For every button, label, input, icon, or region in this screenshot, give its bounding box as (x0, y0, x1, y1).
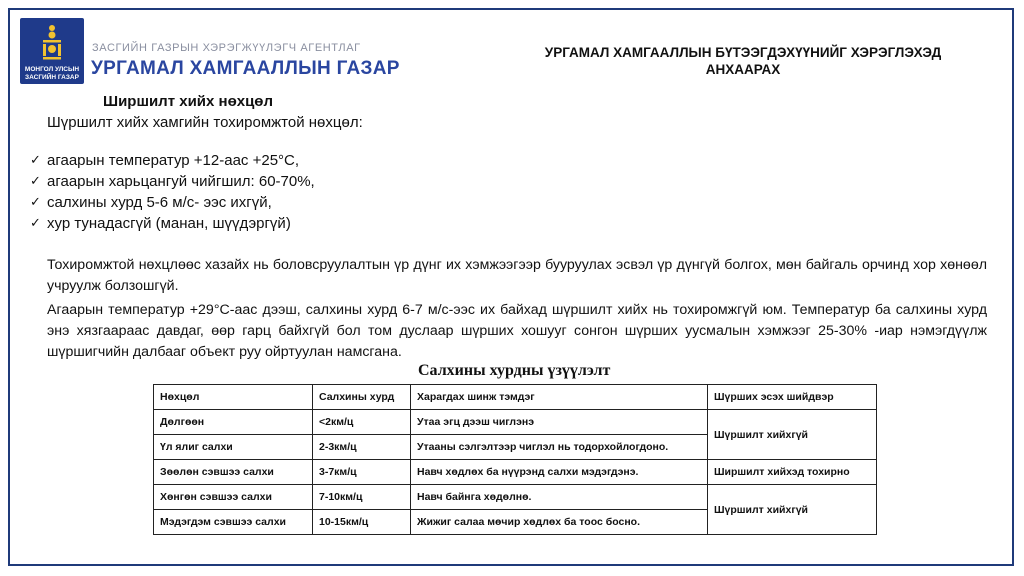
table-header-row (154, 385, 877, 410)
condition-text: агаарын температур +12-аас +25°С, (47, 152, 300, 169)
condition-text: агаарын харьцангуй чийгшил: 60-70%, (47, 173, 315, 190)
header-cell-condition: Нөхцөл (154, 385, 313, 410)
header-cell-wind-speed: Салхины хурд (313, 385, 411, 410)
list-item (30, 150, 315, 171)
header-cell-decision: Шүрших эсэх шийдвэр (708, 385, 877, 410)
list-item (30, 192, 315, 213)
wind-speed-table (153, 384, 877, 535)
checkmark-icon: ✓ (30, 216, 41, 231)
table-row (154, 410, 877, 435)
cell-decision: Ширшилт хийхэд тохирно (708, 460, 877, 485)
cell-condition: Мэдэгдэм сэвшээ салхи (154, 510, 313, 535)
cell-decision: Шүршилт хийхгүй (708, 410, 877, 460)
conditions-list (30, 150, 315, 234)
government-logo (20, 18, 84, 84)
page-title-line-1: УРГАМАЛ ХАМГААЛЛЫН БҮТЭЭГДЭХҮҮНИЙГ ХЭРЭГЛЭХЭД (544, 45, 942, 60)
cell-wind-speed: 2-3км/ц (313, 435, 411, 460)
cell-signs: Навч байнга хөдөлнө. (411, 485, 708, 510)
checkmark-icon: ✓ (30, 174, 41, 189)
cell-signs: Утаа эгц дээш чиглэнэ (411, 410, 708, 435)
table-title: Салхины хурдны үзүүлэлт (418, 362, 611, 379)
paragraph: Тохиромжтой нөхцлөөс хазайх нь боловсруулалтын үр дүнг их хэмжээгээр бууруулах эсвэл үр дүнгүй болгох, мөн байгаль орчинд хор хөнөөл учруулж болзошгүй. (47, 257, 987, 294)
table-row (154, 460, 877, 485)
cell-wind-speed: 7-10км/ц (313, 485, 411, 510)
cell-wind-speed: 3-7км/ц (313, 460, 411, 485)
page-title (488, 44, 998, 78)
condition-text: салхины хурд 5-6 м/с- ээс ихгүй, (47, 194, 272, 211)
agency-name: УРГАМАЛ ХАМГААЛЛЫН ГАЗАР (91, 58, 400, 79)
table-row (154, 485, 877, 510)
cell-signs: Навч хөдлөх ба нүүрэнд салхи мэдэгдэнэ. (411, 460, 708, 485)
cell-wind-speed: 10-15км/ц (313, 510, 411, 535)
cell-wind-speed: <2км/ц (313, 410, 411, 435)
logo-caption-1: МОНГОЛ УЛСЫН (24, 66, 80, 73)
list-item (30, 171, 315, 192)
paragraph: Агаарын температур +29°С-аас дээш, салхины хурд 6-7 м/с-ээс их байхад шүршилт хийх нь тохиромжгүй юм. Температур ба салхины хурд энэ хязгаараас давдаг, өөр гарц байхгүй бол том дуслаар шүрших хошууг сонгон шүрших уусмалын хэмжээг 25-30% -иар нэмэгдүүлж шүршигчийн далбааг объект руу ойртуулан намсгана. (47, 302, 987, 360)
cell-condition: Үл ялиг салхи (154, 435, 313, 460)
cell-signs: Утааны сэлгэлтээр чиглэл нь тодорхойлогдоно. (411, 435, 708, 460)
cell-condition: Хөнгөн сэвшээ салхи (154, 485, 313, 510)
intro-text: Шүршилт хийх хамгийн тохиромжтой нөхцөл: (47, 114, 363, 131)
logo-caption-2: ЗАСГИЙН ГАЗАР (25, 74, 79, 81)
page-title-line-2: АНХААРАХ (705, 62, 781, 77)
soyombo-emblem-icon (42, 24, 62, 60)
agency-subtitle: ЗАСГИЙН ГАЗРЫН ХЭРЭГЖҮҮЛЭГЧ АГЕНТЛАГ (92, 42, 361, 54)
list-item (30, 213, 315, 234)
condition-text: хур тунадасгүй (манан, шүүдэргүй) (47, 215, 291, 232)
section-title: Ширшилт хийх нөхцөл (103, 93, 273, 110)
cell-condition: Зөөлөн сэвшээ салхи (154, 460, 313, 485)
cell-condition: Дөлгөөн (154, 410, 313, 435)
body-text (47, 255, 987, 366)
checkmark-icon: ✓ (30, 195, 41, 210)
cell-signs: Жижиг салаа мөчир хөдлөх ба тоос босно. (411, 510, 708, 535)
cell-decision: Шүршилт хийхгүй (708, 485, 877, 535)
checkmark-icon: ✓ (30, 153, 41, 168)
header-cell-signs: Харагдах шинж тэмдэг (411, 385, 708, 410)
